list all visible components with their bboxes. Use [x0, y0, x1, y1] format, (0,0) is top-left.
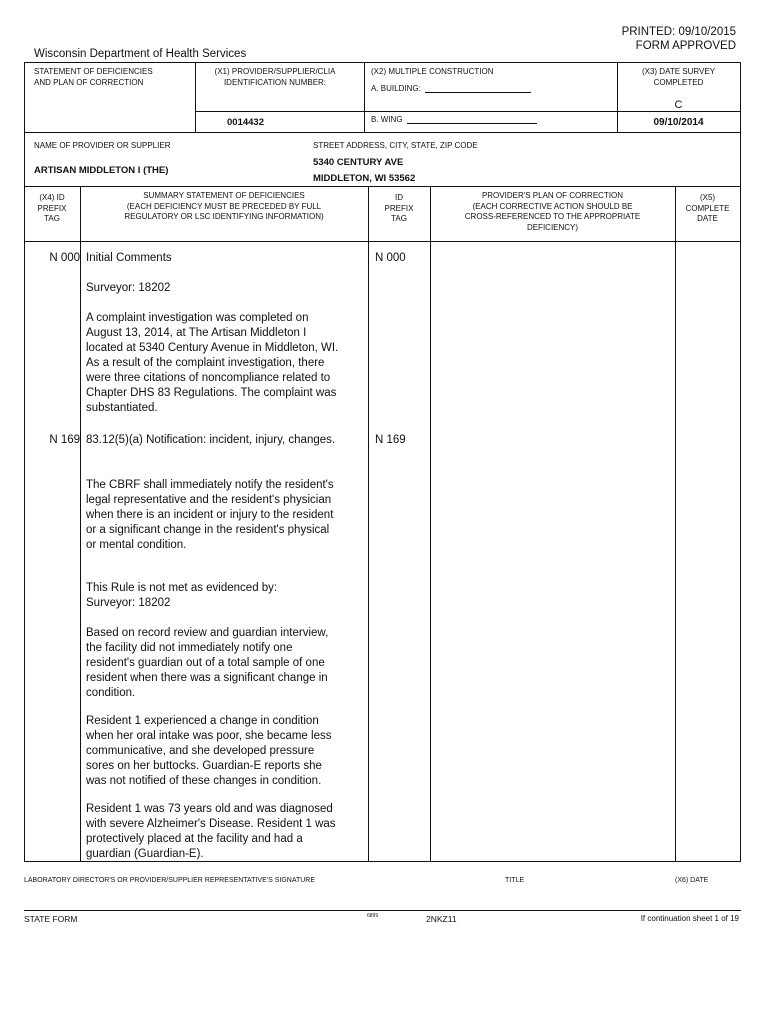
- col-header-x5: (X5) COMPLETE DATE: [685, 193, 730, 223]
- col-header-id: ID PREFIX TAG: [384, 193, 414, 223]
- event-id: 2NKZ11: [426, 914, 457, 924]
- col-header-plan: PROVIDER'S PLAN OF CORRECTION (EACH CORRECTIVE ACTION SHOULD BE CROSS-REFERENCED TO THE APPROPRIATE DEFICIENCY): [464, 191, 641, 232]
- surveyor-line: Surveyor: 18202: [86, 282, 171, 294]
- city-state-zip: MIDDLETON, WI 53562: [313, 173, 416, 184]
- form-number: 6899: [367, 913, 379, 919]
- survey-completed-date: 09/10/2014: [653, 117, 704, 128]
- form-approved: FORM APPROVED: [635, 40, 736, 52]
- complaint-summary-paragraph: A complaint investigation was completed on August 13, 2014, at The Artisan Middleton I located at 5340 Century Avenue in Middleton, WI. As a result of the complaint investigation, there were three citations of noncompliance related to Chapter DHS 83 Regulations. The complaint was substantiated.: [86, 312, 339, 414]
- tag-n169-right: N 169: [375, 434, 406, 446]
- resident-change-paragraph: Resident 1 experienced a change in condition when her oral intake was poor, she became less communicative, and she developed pressure sores on her buttocks. Guardian-E reports she was not notified of these changes in condition.: [86, 715, 332, 787]
- wing-label: B. WING: [371, 115, 403, 124]
- col-header-summary: SUMMARY STATEMENT OF DEFICIENCIES (EACH DEFICIENCY MUST BE PRECEDED BY FULL REGULATORY OR LSC IDENTIFYING INFORMATION): [124, 191, 324, 221]
- resident-background-paragraph: Resident 1 was 73 years old and was diagnosed with severe Alzheimer's Disease. Resident 1 was protectively placed at the facility and had a guardian (Guardian-E).: [86, 803, 336, 860]
- continuation-sheet: If continuation sheet 1 of 19: [640, 914, 739, 923]
- header-printed-block: [560, 25, 736, 53]
- address-label: STREET ADDRESS, CITY, STATE, ZIP CODE: [313, 141, 478, 150]
- building-label: A. BUILDING:: [371, 84, 421, 93]
- printed-date: PRINTED: 09/10/2015: [621, 26, 736, 38]
- signature-date-label: (X6) DATE: [675, 877, 709, 884]
- col-header-x4: (X4) ID PREFIX TAG: [37, 193, 67, 223]
- building-line: [425, 92, 531, 93]
- agency-name: Wisconsin Department of Health Services: [34, 48, 247, 60]
- wing-line: [407, 123, 537, 124]
- x2-label: (X2) MULTIPLE CONSTRUCTION: [371, 67, 494, 76]
- provider-name: ARTISAN MIDDLETON I (THE): [34, 165, 169, 176]
- provider-name-label: NAME OF PROVIDER OR SUPPLIER: [34, 141, 171, 150]
- signature-label: LABORATORY DIRECTOR'S OR PROVIDER/SUPPLIER REPRESENTATIVE'S SIGNATURE: [24, 877, 316, 884]
- rule-not-met-paragraph: This Rule is not met as evidenced by: Surveyor: 18202: [86, 582, 278, 609]
- survey-completed-letter: C: [674, 99, 683, 111]
- tag-n000-right: N 000: [375, 252, 406, 264]
- street-address: 5340 CENTURY AVE: [313, 157, 404, 168]
- statement-label: STATEMENT OF DEFICIENCIES AND PLAN OF CORRECTION: [34, 67, 153, 87]
- provider-id-number: 0014432: [227, 117, 264, 128]
- rule-heading: 83.12(5)(a) Notification: incident, injury, changes.: [86, 434, 336, 446]
- rule-text-paragraph: The CBRF shall immediately notify the resident's legal representative and the resident's physician when there is an incident or injury to the resident or a significant change in the resident's physical or mental condition.: [86, 479, 334, 551]
- initial-comments-heading: Initial Comments: [86, 252, 172, 264]
- form-name: STATE FORM: [24, 914, 78, 924]
- signature-line: [24, 910, 741, 911]
- title-label: TITLE: [505, 877, 525, 884]
- tag-n000: N 000: [49, 252, 80, 264]
- findings-paragraph: Based on record review and guardian interview, the facility did not immediately notify one resident's guardian out of a total sample of one resident when there was a significant change in condition.: [86, 627, 329, 699]
- x3-label: (X3) DATE SURVEY COMPLETED: [641, 67, 716, 87]
- tag-n169: N 169: [49, 434, 80, 446]
- x1-label: (X1) PROVIDER/SUPPLIER/CLIA IDENTIFICATION NUMBER:: [214, 67, 336, 87]
